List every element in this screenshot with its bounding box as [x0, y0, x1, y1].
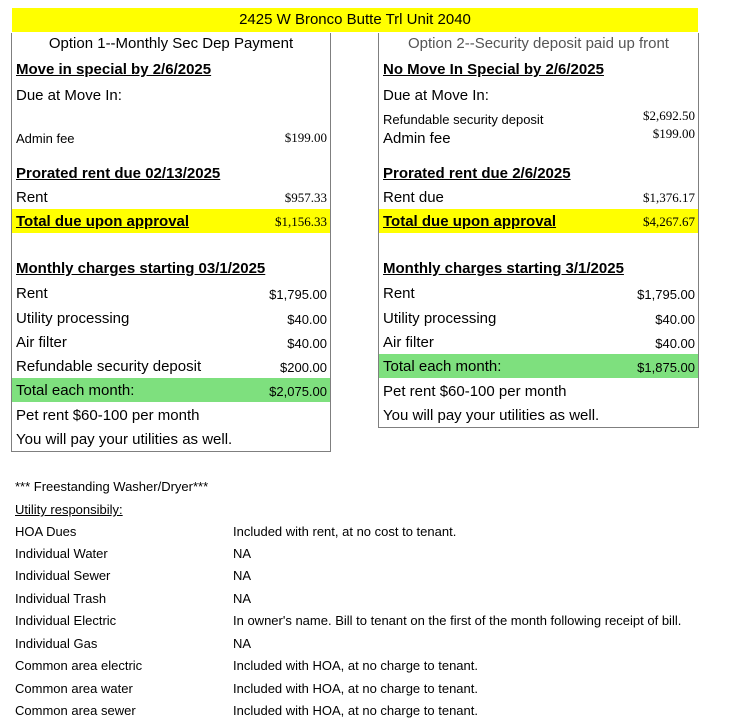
option1-utility-label: Utility processing: [16, 310, 130, 327]
option2-deposit-value: $2,692.50: [643, 108, 695, 123]
option1-rent-row: [12, 185, 330, 209]
utility-value: NA: [233, 591, 252, 606]
option2-monthly-rent-row: [379, 281, 698, 305]
property-title: 2425 W Bronco Butte Trl Unit 2040: [12, 8, 698, 32]
option1-panel: [11, 33, 331, 452]
option2-air-value: $40.00: [655, 336, 695, 351]
option1-caption: Option 1--Monthly Sec Dep Payment: [48, 35, 294, 52]
utility-name: Individual Electric: [15, 613, 117, 628]
option2-rent-value: $1,376.17: [643, 190, 695, 205]
utility-value: Included with HOA, at no charge to tenant.: [233, 658, 478, 673]
option1-due-row: [12, 83, 330, 107]
option1-pet-row: [12, 403, 330, 427]
option2-monthly-header: Monthly charges starting 3/1/2025: [383, 260, 624, 277]
option1-deposit-row: [12, 354, 330, 378]
option1-total-month-row: [12, 378, 330, 402]
option2-air-label: Air filter: [383, 334, 434, 351]
utility-name: Common area water: [15, 681, 133, 696]
option2-prorated-header: Prorated rent due 2/6/2025: [383, 165, 571, 182]
option1-admin-label: Admin fee: [16, 131, 75, 146]
option1-admin-row: [12, 125, 330, 149]
option2-total-month-row: [379, 354, 698, 378]
utility-value: Included with HOA, at no charge to tenant.: [233, 703, 478, 718]
option1-utility-value: $40.00: [287, 312, 327, 327]
option2-total-month-label: Total each month:: [383, 358, 502, 375]
option1-deposit-value: $200.00: [280, 360, 327, 375]
option2-prorated-row: [379, 161, 698, 185]
option1-total-approval-value: $1,156.33: [275, 214, 327, 229]
utility-name: Common area sewer: [15, 703, 136, 718]
option1-rent-value: $957.33: [284, 190, 327, 205]
utility-name: Individual Sewer: [15, 568, 111, 583]
utility-name: Individual Trash: [15, 591, 107, 606]
option1-admin-value: $199.00: [284, 130, 327, 145]
option1-special-row: [12, 57, 330, 81]
option2-total-month-value: $1,875.00: [637, 360, 695, 375]
option2-total-approval-label: Total due upon approval: [383, 213, 557, 230]
option2-monthly-header-row: [379, 256, 698, 280]
option2-utility-row: [379, 306, 698, 330]
option2-total-approval-row: [379, 209, 698, 233]
option1-air-value: $40.00: [287, 336, 327, 351]
option1-prorated-header: Prorated rent due 02/13/2025: [16, 165, 221, 182]
option2-special: No Move In Special by 2/6/2025: [383, 61, 604, 78]
option1-total-approval-label: Total due upon approval: [16, 213, 190, 230]
option1-utilities-note: You will pay your utilities as well.: [16, 431, 233, 448]
option1-total-month-value: $2,075.00: [269, 384, 327, 399]
option1-prorated-row: [12, 161, 330, 185]
option2-utilities-note-row: [379, 403, 698, 427]
option2-utility-label: Utility processing: [383, 310, 497, 327]
option2-monthly-rent-value: $1,795.00: [637, 287, 695, 302]
option1-air-row: [12, 330, 330, 354]
utility-name: Individual Gas: [15, 636, 98, 651]
option2-admin-row: [379, 126, 698, 150]
option1-monthly-rent-value: $1,795.00: [269, 287, 327, 302]
option2-pet-rent: Pet rent $60-100 per month: [383, 383, 567, 400]
option1-rent-label: Rent: [16, 189, 48, 206]
option2-rent-row: [379, 185, 698, 209]
option1-monthly-header-row: [12, 256, 330, 280]
washer-dryer-note: *** Freestanding Washer/Dryer***: [15, 479, 209, 494]
option1-monthly-rent-row: [12, 281, 330, 305]
option1-utilities-note-row: [12, 427, 330, 451]
utility-value: NA: [233, 568, 252, 583]
option2-caption: Option 2--Security deposit paid up front: [408, 35, 669, 52]
option2-due-row: [379, 83, 698, 107]
option2-air-row: [379, 330, 698, 354]
option1-total-approval-row: [12, 209, 330, 233]
option2-pet-row: [379, 379, 698, 403]
option2-admin-value: $199.00: [652, 126, 695, 141]
option1-total-month-label: Total each month:: [16, 382, 135, 399]
option2-special-row: [379, 57, 698, 81]
option1-monthly-rent-label: Rent: [16, 285, 48, 302]
utility-name: Individual Water: [15, 546, 108, 561]
option1-due-at-move-in: Due at Move In:: [16, 87, 122, 104]
utility-name: HOA Dues: [15, 524, 77, 539]
option1-pet-rent: Pet rent $60-100 per month: [16, 407, 200, 424]
utility-value: Included with HOA, at no charge to tenant.: [233, 681, 478, 696]
option2-monthly-rent-label: Rent: [383, 285, 415, 302]
utility-responsibility-header: Utility responsibily:: [15, 502, 123, 517]
option2-panel: [378, 33, 699, 428]
option2-deposit-label: Refundable security deposit: [383, 112, 544, 127]
utility-value: NA: [233, 546, 252, 561]
option2-admin-label: Admin fee: [383, 130, 451, 147]
option1-special: Move in special by 2/6/2025: [16, 61, 212, 78]
option1-utility-row: [12, 306, 330, 330]
option1-deposit-label: Refundable security deposit: [16, 358, 202, 375]
utility-value: NA: [233, 636, 252, 651]
option1-air-label: Air filter: [16, 334, 67, 351]
utility-value: In owner's name. Bill to tenant on the first of the month following receipt of bill.: [233, 613, 682, 628]
option2-rent-label: Rent due: [383, 189, 444, 206]
option2-total-approval-value: $4,267.67: [643, 214, 695, 229]
option2-utilities-note: You will pay your utilities as well.: [383, 407, 600, 424]
option2-due-at-move-in: Due at Move In:: [383, 87, 489, 104]
option1-monthly-header: Monthly charges starting 03/1/2025: [16, 260, 266, 277]
utility-value: Included with rent, at no cost to tenant.: [233, 524, 457, 539]
option2-utility-value: $40.00: [655, 312, 695, 327]
utility-name: Common area electric: [15, 658, 143, 673]
